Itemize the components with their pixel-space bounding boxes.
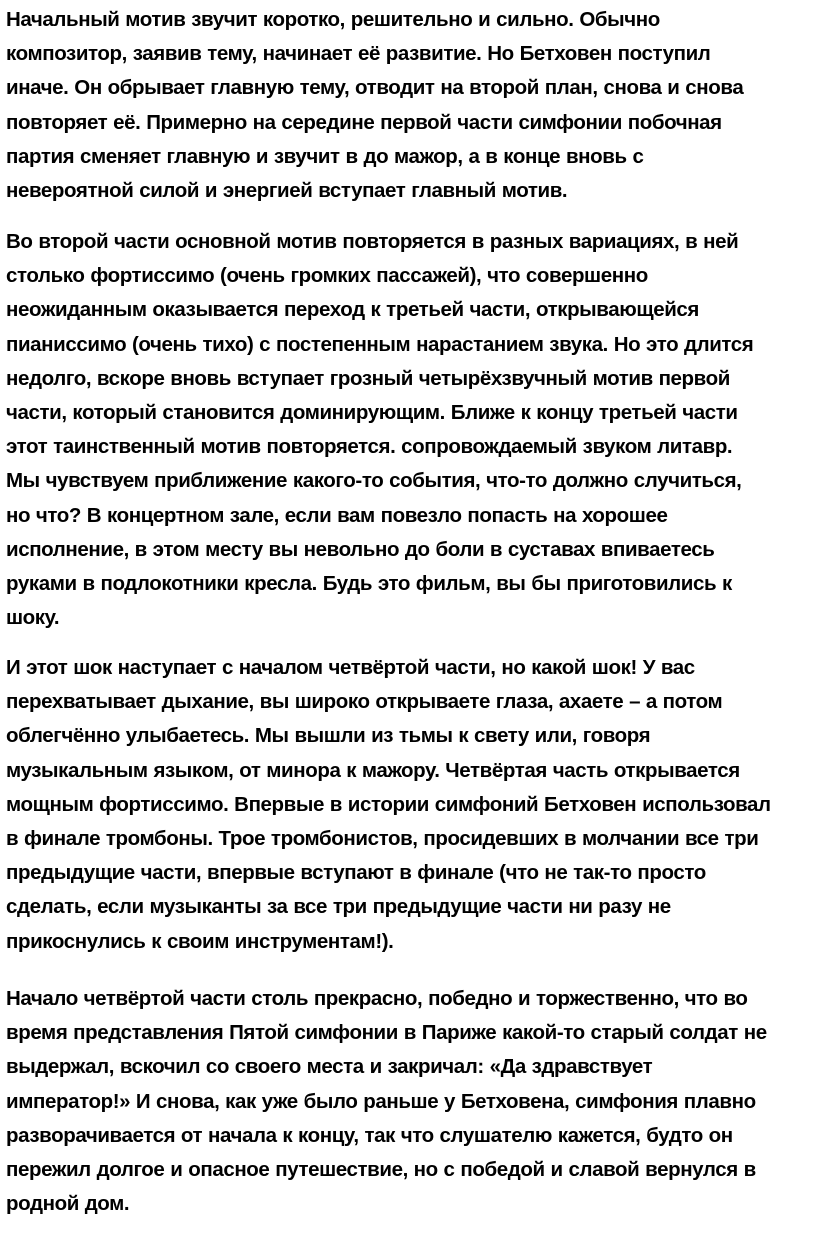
paragraph-finale-anecdote: Начало четвёртой части столь прекрасно, победно и торжественно, что во время представления Пятой симфонии в Париже какой-то старый солдат не выдержал, вскочил со своего места и закричал: «Да здравствует император!» И снова, как уже было раньше у Бетховена, симфония плавно разворачивается от начала к концу, так что слушателю кажется, будто он пережил долгое и опасное путешествие, но с победой и славой вернулся в родной дом. (6, 987, 767, 1216)
paragraph-fourth-movement: И этот шок наступает с началом четвёртой части, но какой шок! У вас перехватывает дыхание, вы широко открываете глаза, ахаете – а потом облегчённо улыбаетесь. Мы вышли из тьмы к свету или, говоря музыкальным языком, от минора к мажору. Четвёртая часть открывается мощным фортиссимо. Впервые в истории симфоний Бетховен использовал в финале тромбоны. Трое тромбонистов, просидевших в молчании все три предыдущие части, впервые вступают в финале (что не так-то просто сделать, если музыканты за все три предыдущие части ни разу не прикоснулись к своим инструментам!). (6, 656, 771, 953)
paragraph-second-third-movement: Во второй части основной мотив повторяется в разных вариациях, в ней столько фортиссимо (очень громких пассажей), что совершенно неожиданным оказывается переход к третьей части, открывающейся пианиссимо (очень тихо) с постепенным нарастанием звука. Но это длится недолго, вскоре вновь вступает грозный четырёхзвучный мотив первой части, который становится доминирующим. Ближе к концу третьей части этот таинственный мотив повторяется. сопровождаемый звуком литавр. Мы чувствуем приближение какого-то события, что-то должно случиться, но что? В концертном зале, если вам повезло попасть на хорошее исполнение, в этом месту вы невольно до боли в суставах впиваетесь руками в подлокотники кресла. Будь это фильм, вы бы приготовились к шоку. (6, 230, 754, 630)
paragraph-first-movement: Начальный мотив звучит коротко, решительно и сильно. Обычно композитор, заявив тему, начинает её развитие. Но Бетховен поступил иначе. Он обрывает главную тему, отводит на второй план, снова и снова повторяет её. Примерно на середине первой части симфонии побочная партия сменяет главную и звучит в до мажор, а в конце вновь с невероятной силой и энергией вступает главный мотив. (6, 8, 744, 203)
